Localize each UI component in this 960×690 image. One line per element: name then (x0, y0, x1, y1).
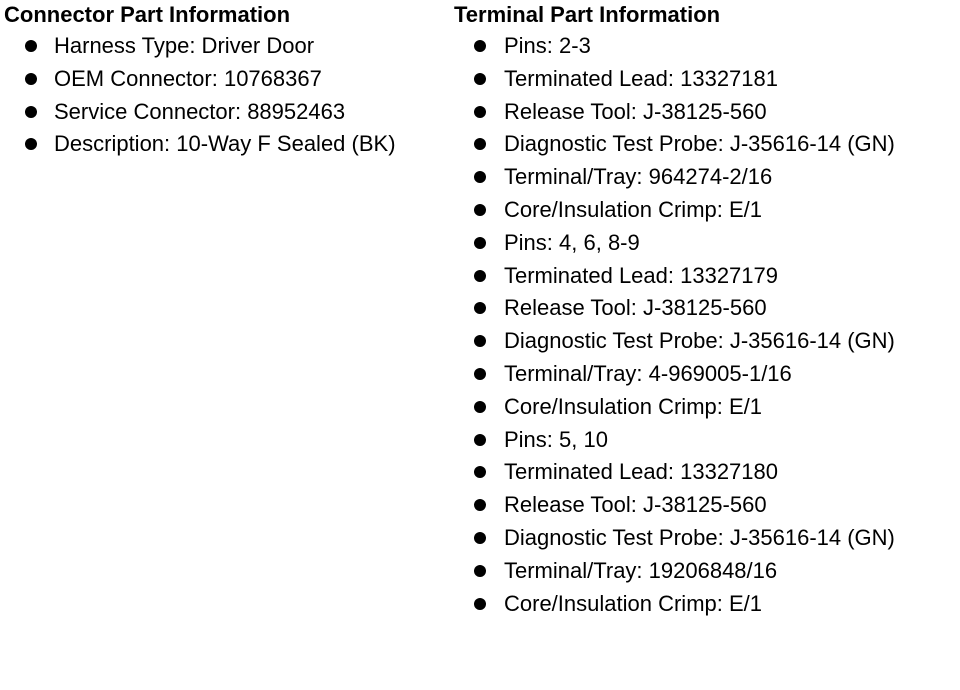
list-item-text: Pins: 2-3 (504, 33, 591, 58)
list-item (454, 358, 958, 391)
terminal-heading: Terminal Part Information (454, 2, 721, 27)
bullet-icon (474, 565, 486, 577)
list-item-text: Pins: 4, 6, 8-9 (504, 229, 640, 255)
connector-list (4, 30, 444, 161)
list-item (454, 30, 958, 63)
terminal-section (454, 0, 958, 620)
list-item (454, 63, 958, 96)
bullet-icon (474, 204, 486, 216)
bullet-icon (474, 73, 486, 85)
list-item-text: Core/Insulation Crimp: E/1 (504, 590, 762, 616)
list-item (454, 260, 958, 293)
list-item (454, 424, 958, 457)
bullet-icon (25, 73, 37, 85)
list-item (454, 489, 958, 522)
list-item (4, 63, 444, 96)
list-item-text: Release Tool: J-38125-560 (504, 492, 767, 518)
list-item (454, 227, 958, 260)
list-item-text: Pins: 5, 10 (504, 426, 608, 452)
terminal-group-1 (454, 30, 958, 227)
bullet-icon (25, 138, 37, 150)
list-item-text: Terminal/Tray: 964274-2/16 (504, 164, 773, 190)
bullet-icon (474, 40, 486, 52)
bullet-icon (474, 270, 486, 282)
list-item (4, 128, 444, 161)
bullet-icon (474, 598, 486, 610)
bullet-icon (474, 368, 486, 380)
list-item-text: Terminal/Tray: 19206848/16 (504, 557, 778, 583)
list-item (454, 588, 958, 621)
list-item (4, 96, 444, 129)
connector-section (4, 0, 444, 161)
bullet-icon (474, 237, 486, 249)
list-item (454, 456, 958, 489)
list-item (454, 96, 958, 129)
list-item (454, 555, 958, 588)
bullet-icon (474, 138, 486, 150)
list-item-text: Terminated Lead: 13327179 (504, 262, 778, 288)
list-item (454, 522, 958, 555)
bullet-icon (474, 401, 486, 413)
list-item-text: Core/Insulation Crimp: E/1 (504, 393, 762, 419)
list-item-text: Terminated Lead: 13327180 (504, 459, 778, 485)
list-item-text: Diagnostic Test Probe: J-35616-14 (GN) (504, 131, 895, 157)
list-item (454, 292, 958, 325)
list-item (454, 161, 958, 194)
bullet-icon (474, 434, 486, 446)
bullet-icon (474, 106, 486, 118)
bullet-icon (474, 466, 486, 478)
terminal-group-3 (454, 424, 958, 621)
list-item-text: OEM Connector: 10768367 (54, 65, 322, 91)
bullet-icon (25, 106, 37, 118)
list-item (454, 325, 958, 358)
bullet-icon (474, 335, 486, 347)
list-item-text: Terminal/Tray: 4-969005-1/16 (504, 360, 792, 386)
list-item (454, 128, 958, 161)
list-item-text: Description: 10-Way F Sealed (BK) (54, 131, 396, 157)
terminal-group-2 (454, 227, 958, 424)
list-item-text: Diagnostic Test Probe: J-35616-14 (GN) (504, 524, 895, 550)
bullet-icon (474, 302, 486, 314)
list-item-text: Harness Type: Driver Door (54, 33, 315, 58)
list-item (4, 30, 444, 63)
list-item (454, 391, 958, 424)
bullet-icon (25, 40, 37, 52)
list-item-text: Release Tool: J-38125-560 (504, 98, 767, 124)
bullet-icon (474, 171, 486, 183)
list-item-text: Core/Insulation Crimp: E/1 (504, 196, 762, 222)
list-item (454, 194, 958, 227)
list-item-text: Terminated Lead: 13327181 (504, 65, 778, 91)
list-item-text: Release Tool: J-38125-560 (504, 295, 767, 321)
connector-heading: Connector Part Information (4, 2, 291, 27)
list-item-text: Diagnostic Test Probe: J-35616-14 (GN) (504, 328, 895, 354)
bullet-icon (474, 532, 486, 544)
list-item-text: Service Connector: 88952463 (54, 98, 346, 124)
bullet-icon (474, 499, 486, 511)
